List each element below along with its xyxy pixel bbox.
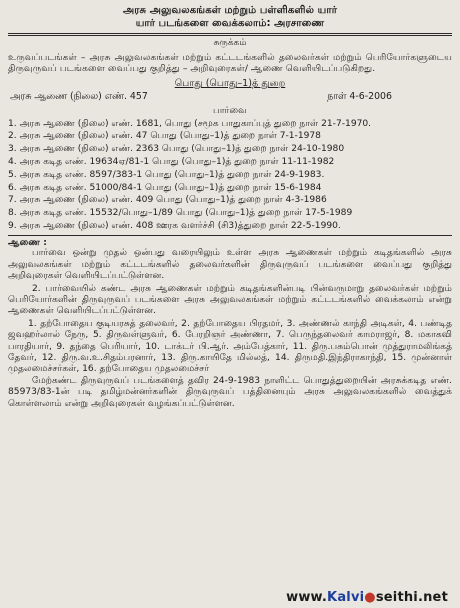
reference-item: 5. அரசு கடித எண். 8597/383-1 பொது (பொது–1)த் துறை நாள் 24-9-1983.	[8, 169, 325, 180]
go-number: அரசு ஆணை (நிலை) எண். 457	[10, 91, 148, 103]
watermark-brand: Kalvi	[327, 590, 365, 606]
order-paragraph-1: பார்வை ஒன்று முதல் ஒன்பது வரையிலும் உள்ள அரசு ஆணைகள் மற்றும் கடிதங்களில் அரசு அலுவலகங்கள் மற்றும் கட்டடங்களில் தலைவர்களின் திருவுருவப் படங்களை வைப்பது குறித்து அறிவுரைகள் வெளியிடப்பட்டுள்ளன.	[8, 248, 452, 282]
order-label: ஆணை :	[8, 236, 47, 248]
order-paragraph-2: 2. பார்வையில் கண்ட அரசு ஆணைகள் மற்றும் கடிதங்களின்படி பின்வருமாறு தலைவர்கள் மற்றும் பெரியோர்களின் திருவுருவப் படங்களை அரசு அலுவலகங்கள் மற்றும் கட்டடங்களில் வைக்கலாம் என்று ஆணைகள் வெளியிடப்பட்டுள்ளன.	[8, 283, 452, 317]
headline-line-1: அரசு அலுவலகங்கள் மற்றும் பள்ளிகளில் யார்	[122, 5, 338, 16]
reference-item: 6. அரசு கடித எண். 51000/84-1 பொது (பொது–1)த் துறை நாள் 15-6-1984	[8, 182, 322, 193]
headline-line-2: யார் படங்களை வைக்கலாம்: அரசாணை	[135, 18, 325, 29]
final-paragraph: மேற்கண்ட திருவுருவப் படங்களைத் தவிர 24-9-1983 நாளிட்ட பொதுத்துறையின் அரசுக்கடித எண். 85973/83-1ன் படி தமிழ்மன்னர்களின் திருவுருவப் பத்தினையும் அரசு அலுவலகங்களில் வைத்துக் கொள்ளலாம் என்று அறிவுரைகள் வழங்கப்பட்டுள்ளன.	[8, 375, 452, 409]
reference-item: 7. அரசு ஆணை (நிலை) எண். 409 பொது (பொது–1)த் துறை நாள் 4-3-1986	[8, 195, 327, 206]
go-number-row	[8, 91, 452, 103]
order-divider	[8, 235, 452, 236]
watermark-dot-icon: ●	[364, 590, 376, 606]
reference-item: 1. அரசு ஆணை (நிலை) எண். 1681, பொது (சமூக பாதுகாப்புத் துறை நாள் 21-7-1970.	[8, 118, 372, 129]
reference-list	[8, 118, 452, 233]
go-date: நாள் 4-6-2006	[327, 91, 392, 103]
department-line	[8, 78, 452, 90]
reference-item: 8. அரசு கடித எண். 15532/பொது–1/89 பொது (பொது–1)த் துறை நாள் 17-5-1989	[8, 208, 353, 219]
subject-text: உருவப்படங்கள் – அரசு அலுவலகங்கள் மற்றும் கட்டடங்களில் தலைவர்கள் மற்றும் பெரியோர்களுடைய திருவுருவப் படங்களை வைப்பது குறித்து – அறிவுரைகள்/ ஆணை வெளியிடப்படுகிறது.	[8, 51, 452, 75]
reference-item: 4. அரசு கடித எண். 19634ஏ/81-1 பொது (பொது–1)த் துறை நாள் 11-11-1982	[8, 156, 335, 167]
reference-item: 2. அரசு ஆணை (நிலை) எண். 47 பொது (பொது–1)த் துறை நாள் 7-1-1978	[8, 131, 321, 142]
read-label: பார்வை	[213, 104, 247, 116]
site-watermark	[286, 592, 448, 604]
watermark-suffix: seithi.net	[375, 590, 448, 606]
reference-item: 3. அரசு ஆணை (நிலை) எண். 2363 பொது (பொது–1)த் துறை நாள் 24-10-1980	[8, 144, 345, 155]
abstract-label: சுருக்கம்	[213, 38, 247, 48]
department-name: பொது (பொது–1)த் துறை	[174, 77, 286, 89]
reference-item: 9. அரசு ஆணை (நிலை) எண். 408 ஊரக வளர்ச்சி (சி3)த்துறை நாள் 22-5-1990.	[8, 220, 341, 231]
header-divider	[8, 33, 452, 36]
watermark-prefix: www.	[286, 590, 328, 606]
leaders-list: 1. தற்போதைய குடியரசுத் தலைவர், 2. தற்போதைய பிரதமர், 3. அண்ணல் காந்தி அடிகள், 4. பண்டித ஜவஹர்லால் நேரு, 5. திருவள்ளுவர், 6. பேரறிஞர் அண்ணா, 7. பெருந்தலைவர் காமராஜர், 8. மகாகவி பாரதியார், 9. தந்தை பெரியார், 10. டாக்டர் பி.ஆர். அம்பேத்கார், 11. திரு.பசும்பொன் முத்துராமலிங்கத் தேவர், 12. திரு.வ.உ.சிதம்பரனார், 13. திரு.காயிதே மில்லத், 14. திருமதி.இந்திராகாந்தி, 15. முன்னாள் முதலமைச்சர்கள், 16. தற்போதைய முதலமைச்சர்	[8, 318, 452, 375]
